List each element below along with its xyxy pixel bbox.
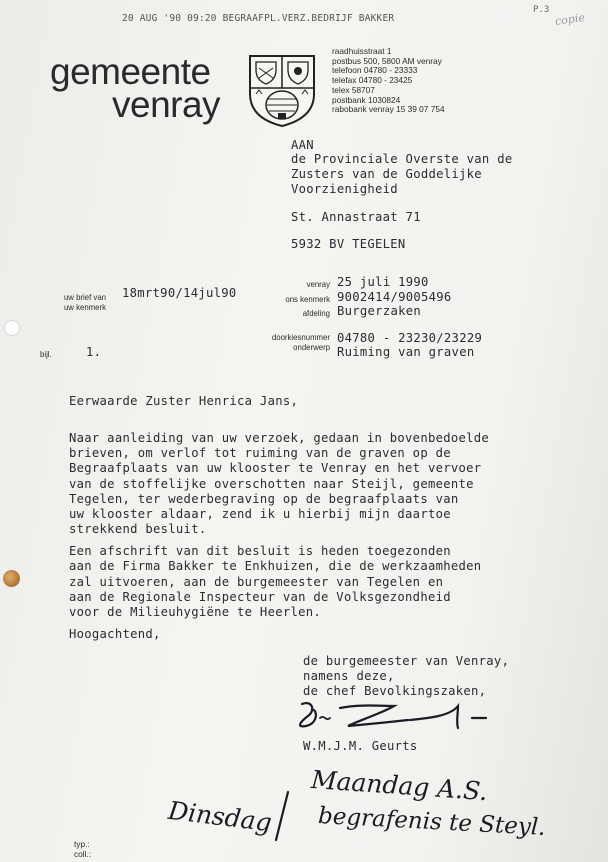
afdeling-label: afdeling bbox=[302, 309, 330, 318]
handwritten-note-right-1: Maandag A.S. bbox=[310, 764, 489, 807]
punch-hole-icon bbox=[4, 320, 20, 336]
address-line: telefax 04780 - 23425 bbox=[332, 75, 413, 86]
salutation: Eerwaarde Zuster Henrica Jans, bbox=[69, 394, 299, 408]
paragraph-line: van de stoffelijke overschotten naar Steijl, gemeente bbox=[69, 476, 474, 491]
uw-brief-van-label: uw brief van bbox=[63, 293, 106, 302]
handwritten-slash-icon bbox=[270, 788, 294, 844]
paragraph-line: brieven, om verlof tot ruiming van de graven op de bbox=[69, 446, 451, 461]
punch-hole-icon bbox=[3, 570, 20, 587]
signer-name: W.M.J.M. Geurts bbox=[303, 739, 418, 753]
paragraph-line: strekkend besluit. bbox=[69, 522, 207, 537]
address-line: postbank 1030824 bbox=[332, 94, 401, 105]
typist-label: typ.: bbox=[74, 839, 90, 849]
recipient-street: St. Annastraat 71 bbox=[291, 210, 421, 224]
signature-line: namens deze, bbox=[303, 669, 395, 683]
body-paragraph-2 bbox=[69, 544, 481, 620]
bijl-label: bijl. bbox=[40, 350, 52, 359]
body-paragraph-1 bbox=[69, 431, 489, 537]
paragraph-line: Een afschrift van dit besluit is heden toegezonden bbox=[69, 544, 451, 558]
uw-brief-value: 18mrt90/14jul90 bbox=[122, 286, 237, 300]
paragraph-line: Tegelen, ter wederbegraving op de begraafplaats van bbox=[69, 491, 459, 506]
paragraph-line: Begraafplaats van uw klooster te Venray en het vervoer bbox=[69, 461, 482, 476]
address-line: raadhuisstraat 1 bbox=[332, 46, 392, 56]
recipient-line: Zusters van de Goddelijke bbox=[291, 167, 482, 181]
doorkiesnummer-label: doorkiesnummer bbox=[271, 333, 330, 342]
paragraph-line: voor de Milieuhygiëne te Heerlen. bbox=[69, 605, 322, 620]
onderwerp-label: onderwerp bbox=[293, 343, 330, 352]
recipient-line: Voorzienigheid bbox=[291, 182, 398, 196]
onderwerp-value: Ruiming van graven bbox=[337, 345, 475, 359]
coat-of-arms-icon bbox=[244, 54, 320, 128]
page-mark: P.3 bbox=[533, 5, 550, 15]
paragraph-line: aan de Regionale Inspecteur van de Volksgezondheid bbox=[69, 589, 451, 604]
uw-kenmerk-label: uw kenmerk bbox=[63, 303, 106, 312]
collator-label: coll.: bbox=[74, 849, 92, 859]
bijl-value: 1. bbox=[86, 345, 102, 359]
signature-block bbox=[303, 654, 509, 699]
address-line: rabobank venray 15 39 07 754 bbox=[332, 104, 445, 115]
recipient-aan: AAN bbox=[291, 138, 314, 152]
letter-date: 25 juli 1990 bbox=[337, 275, 429, 289]
ons-kenmerk-value: 9002414/9005496 bbox=[337, 290, 452, 304]
paragraph-line: Naar aanleiding van uw verzoek, gedaan in bovenbedoelde bbox=[69, 431, 490, 445]
ons-kenmerk-label: ons kenmerk bbox=[285, 295, 330, 304]
municipal-address bbox=[332, 47, 445, 115]
handwritten-note-left: Dinsdag bbox=[166, 795, 274, 838]
doorkiesnummer-value: 04780 - 23230/23229 bbox=[337, 331, 483, 345]
handwritten-signature-icon bbox=[290, 696, 500, 736]
signature-line: de chef Bevolkingszaken, bbox=[303, 684, 487, 698]
paragraph-line: aan de Firma Bakker te Enkhuizen, die de werkzaamheden bbox=[69, 559, 482, 574]
paragraph-line: zal uitvoeren, aan de burgemeester van Tegelen en bbox=[69, 574, 444, 589]
logo-line-2: venray bbox=[112, 84, 221, 125]
closing: Hoogachtend, bbox=[69, 627, 161, 641]
logo-line-1: gemeente bbox=[50, 51, 211, 92]
afdeling-value: Burgerzaken bbox=[337, 304, 422, 318]
fax-header: 20 AUG '90 09:20 BEGRAAFPL.VERZ.BEDRIJF BAKKER bbox=[122, 13, 395, 24]
address-line: telex 58707 bbox=[332, 84, 375, 95]
corner-note: copie bbox=[554, 10, 586, 29]
signature-line: de burgemeester van Venray, bbox=[303, 654, 510, 668]
paragraph-line: uw klooster aldaar, zend ik u hierbij mijn daartoe bbox=[69, 507, 451, 522]
address-line: telefoon 04780 - 23333 bbox=[332, 65, 418, 76]
address-line: postbus 500, 5800 AM venray bbox=[332, 55, 442, 66]
venray-label: venray bbox=[306, 280, 330, 289]
recipient-postcode: 5932 BV TEGELEN bbox=[291, 237, 406, 251]
recipient-line: de Provinciale Overste van de bbox=[291, 152, 513, 166]
handwritten-note-right-2: begrafenis te Steyl. bbox=[317, 803, 547, 841]
